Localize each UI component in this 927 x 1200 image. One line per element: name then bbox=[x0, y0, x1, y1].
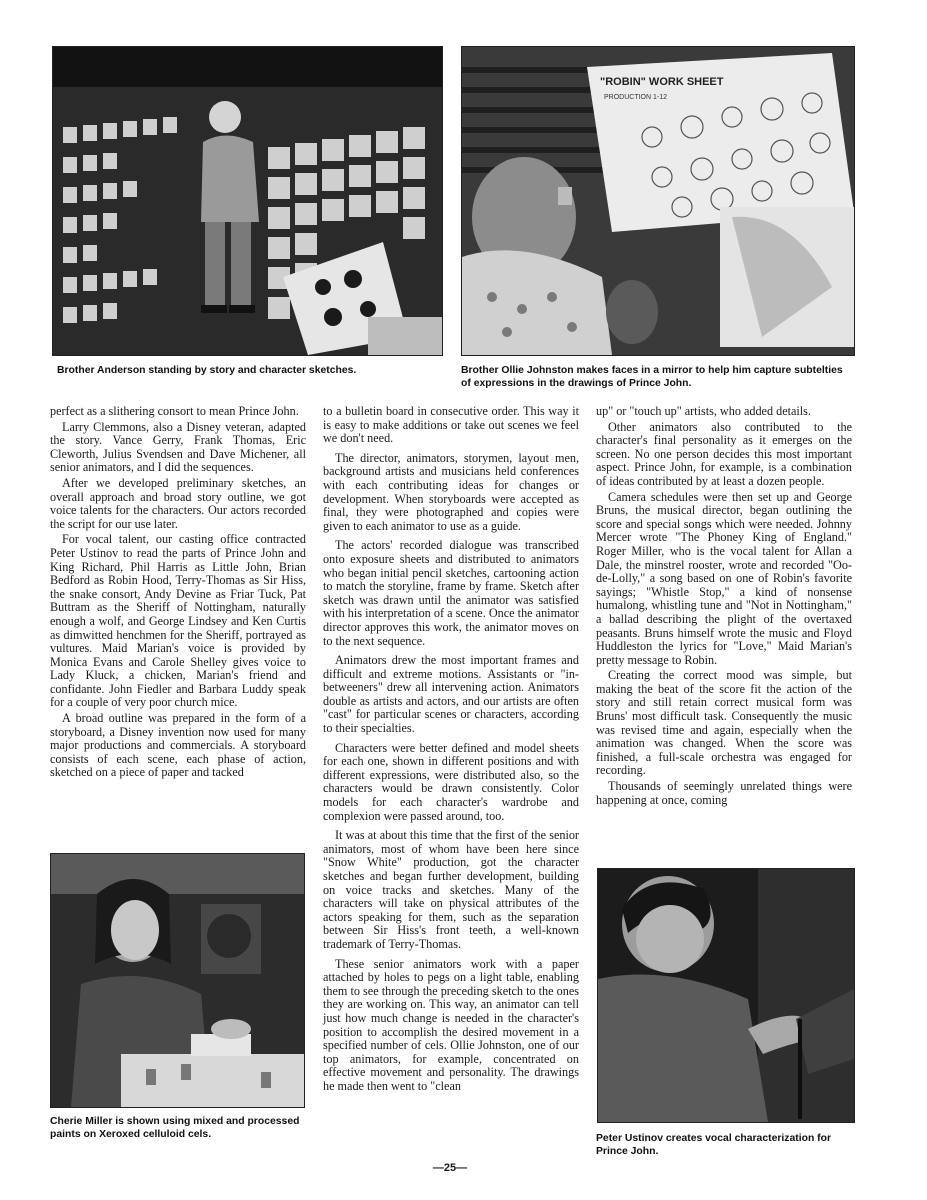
photo-miller bbox=[50, 853, 305, 1108]
col1-para-2: Larry Clemmons, also a Disney veteran, adapted the story. Vance Gerry, Frank Thomas, Eric Cleworth, Julius Svendsen and Dave Michener, all senior animators, and I did the sequences. bbox=[50, 419, 306, 475]
col1-para-3: After we developed preliminary sketches, an overall approach and broad story outline, we got voice talents for the characters. Our actors recorded the script for our use later. bbox=[50, 475, 306, 531]
col2-para-5: Characters were better defined and model sheets for each one, shown in different positions and with different expressions, were distributed also, so the characters would be drawn consistently. Color models for each character's wardrobe and complexion were passed around, too. bbox=[323, 740, 579, 823]
col1-para-5: A broad outline was prepared in the form of a storyboard, a Disney invention now used for many major productions and commercials. A storyboard consists of each scene, each phase of action, sketched on a piece of paper and tacked bbox=[50, 711, 306, 780]
page-number: —25— bbox=[432, 1162, 468, 1174]
col2-para-1: to a bulletin board in consecutive order. This way it is easy to make additions or take out scenes we feel we don't need. bbox=[323, 404, 579, 446]
photo-miller-caption: Cherie Miller is shown using mixed and processed paints on Xeroxed celluloid cels. bbox=[50, 1116, 300, 1140]
col2-para-6: It was at about this time that the first of the senior animators, most of whom have been here since "Snow White" production, got the character sketches and began further development, building on voice tracks and sketches. Many of the characters will take on physical attributes of the actors speaking for them, such as the separation between Sir Hiss's front teeth, a well-known trademark of Terry-Thomas. bbox=[323, 828, 579, 951]
sheet-title: "ROBIN" WORK SHEET bbox=[600, 76, 724, 88]
column-1 bbox=[50, 405, 306, 782]
photo-ustinov bbox=[597, 868, 855, 1123]
photo-johnston-caption: Brother Ollie Johnston makes faces in a mirror to help him capture subtelties of expressions in the drawings of Prince John. bbox=[461, 365, 843, 389]
col3-para-3: Camera schedules were then set up and George Bruns, the musical director, began outlining the score and special songs which were needed. Johnny Mercer wrote "The Phoney King of England." Roger Miller, who is the vocal talent for Allan a Dale, the minstrel rooster, wrote and recorded "Oo-de-Lolly," a song based on one of Robin's favorite sayings; "Whistle Stop," a kind of nonsense humalong, whistling tune and "Not in Nottingham," a ballad describing the plight of the overtaxed peasants. Bruns himself wrote the music and Floyd Huddleston the lyrics for "Love," Maid Marian's pretty message to Robin. bbox=[596, 489, 852, 667]
col2-para-7: These senior animators work with a paper attached by holes to pegs on a light table, enabling them to see through the preceding sketch to the ones they are working on. This way, an animator can tell just how much change is needed in the character's position to accomplish the desired movement in a specified number of cels. Ollie Johnston, one of our top animators, for example, concentrated on effective movement and personality. The drawings he made then went to "clean bbox=[323, 956, 579, 1093]
photo-anderson-caption: Brother Anderson standing by story and character sketches. bbox=[57, 365, 357, 376]
sheet-sub: PRODUCTION 1-12 bbox=[604, 94, 668, 101]
col1-para-4: For vocal talent, our casting office contracted Peter Ustinov to read the parts of Prince John and King Richard, Phil Harris as Little John, Brian Bedford as Robin Hood, Terry-Thomas as Sir Hiss, the snake consort, Andy Devine as Friar Tuck, Pat Buttram as the Sheriff of Nottingham, naturally enough a wolf, and George Lindsey and Ken Curtis as dimwitted henchmen for the Sheriff, portrayed as vultures. Maid Marian's voice is provided by Monica Evans and Carole Shelley gives voice to Lady Kluck, a chicken, Marian's friend and confidante. John Fiedler and Barbara Luddy speak for a couple of very poor church mice. bbox=[50, 532, 306, 710]
column-2 bbox=[323, 405, 579, 1096]
photo-anderson bbox=[52, 46, 443, 356]
col3-para-5: Thousands of seemingly unrelated things were happening at once, coming bbox=[596, 779, 852, 807]
column-3 bbox=[596, 405, 852, 809]
col2-para-2: The director, animators, storymen, layout men, background artists and musicians held conferences with each contributing ideas for changes or development. When storyboards were accepted as final, they were photographed and copies were given to each animator to use as a guide. bbox=[323, 450, 579, 533]
col3-para-4: Creating the correct mood was simple, but making the beat of the score fit the action of the story and still retain correct musical form was Bruns' most difficult task. Consequently the music was revised time and again, especially when the animation was changed. When the score was finished, a full-scale orchestra was engaged for recording. bbox=[596, 668, 852, 778]
photo-johnston bbox=[461, 46, 855, 356]
photo-ustinov-caption: Peter Ustinov creates vocal characterization for Prince John. bbox=[596, 1133, 832, 1157]
col3-para-1: up" or "touch up" artists, who added details. bbox=[596, 404, 811, 418]
col2-para-3: The actors' recorded dialogue was transcribed onto exposure sheets and distributed to animators who began initial pencil sketches, cartooning action to match the storyline, frame by frame. Sketch after sketch was drawn until the animator was satisfied with his interpretation of a scene. Once the animator director approves this work, the animator moves on to the next sequence. bbox=[323, 538, 579, 648]
col3-para-2: Other animators also contributed to the character's final personality as it emerges on the screen. No one person decides this most important aspect. Prince John, for example, is a combination of ideas contributed by at least a dozen people. bbox=[596, 419, 852, 488]
col1-para-1: perfect as a slithering consort to mean Prince John. bbox=[50, 404, 299, 418]
col2-para-4: Animators drew the most important frames and difficult and extreme motions. Assistants or "in-betweeners" drew all intervening action. Animators double as artists and actors, and our artists are often "cast" for particular scenes or characters, according to their specialties. bbox=[323, 653, 579, 736]
